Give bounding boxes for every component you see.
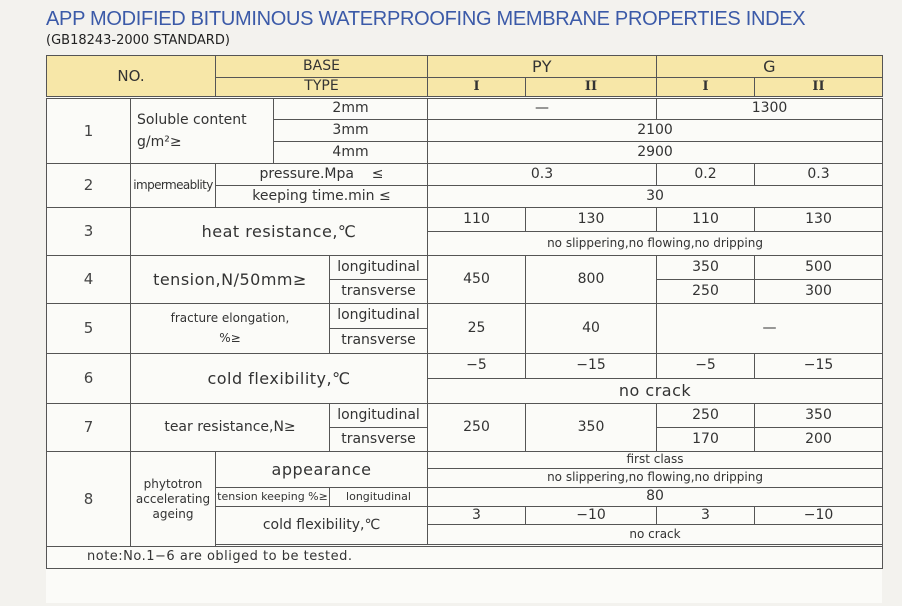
row-7-label: tear resistance,N≥ <box>131 404 330 452</box>
row-3-label: heat resistance,℃ <box>131 208 428 256</box>
header-type: TYPE <box>216 78 428 98</box>
row-8-cold-note: no crack <box>428 525 883 545</box>
row-3-no: 3 <box>47 208 131 256</box>
row-7-long-g2: 350 <box>755 404 883 428</box>
row-3-g1: 110 <box>657 208 755 232</box>
row-4-trans-g1: 250 <box>657 280 755 304</box>
row-8-tension-sub: longitudinal <box>330 488 428 507</box>
page-subtitle: (GB18243-2000 STANDARD) <box>46 33 230 48</box>
row-1-no: 1 <box>47 98 131 164</box>
row-7-no: 7 <box>47 404 131 452</box>
row-4-trans-g2: 300 <box>755 280 883 304</box>
row-7-sub-transverse: transverse <box>330 428 428 452</box>
row-3-note: no slippering,no flowing,no dripping <box>428 232 883 256</box>
row-5-sub-transverse: transverse <box>330 329 428 354</box>
row-6-g1: −5 <box>657 354 755 379</box>
row-8-tension-value: 80 <box>428 488 883 507</box>
header-g: G <box>657 56 883 78</box>
properties-table <box>46 55 883 569</box>
footnote: note:No.1−6 are obliged to be tested. <box>47 547 883 569</box>
row-1-3mm-value: 2100 <box>428 120 883 142</box>
row-5-py2: 40 <box>526 304 657 354</box>
row-3-g2: 130 <box>755 208 883 232</box>
row-8-no: 8 <box>47 452 131 547</box>
row-8-appearance-label: appearance <box>216 452 428 488</box>
row-4-label: tension,N/50mm≥ <box>131 256 330 304</box>
row-5-no: 5 <box>47 304 131 354</box>
row-8-appearance-2: no slippering,no flowing,no dripping <box>428 469 883 488</box>
row-5-sub-longitudinal: longitudinal <box>330 304 428 329</box>
row-2-pressure-py: 0.3 <box>428 164 657 186</box>
row-2-pressure-g1: 0.2 <box>657 164 755 186</box>
row-8-cold-py2: −10 <box>526 507 657 525</box>
row-1-2mm-g: 1300 <box>657 98 883 120</box>
row-7-sub-longitudinal: longitudinal <box>330 404 428 428</box>
row-4-long-g2: 500 <box>755 256 883 280</box>
row-1-label: Soluble content g/m²≥ <box>131 98 274 164</box>
row-8-cold-g2: −10 <box>755 507 883 525</box>
row-6-g2: −15 <box>755 354 883 379</box>
row-2-no: 2 <box>47 164 131 208</box>
row-2-sub-time: keeping time.min ≤ <box>216 186 428 208</box>
header-py: PY <box>428 56 657 78</box>
row-6-label: cold flexibility,℃ <box>131 354 428 404</box>
row-1-sub-4mm: 4mm <box>274 142 428 164</box>
row-6-note: no crack <box>428 379 883 404</box>
row-1-4mm-value: 2900 <box>428 142 883 164</box>
row-2-pressure-g2: 0.3 <box>755 164 883 186</box>
row-7-py1: 250 <box>428 404 526 452</box>
row-4-py1: 450 <box>428 256 526 304</box>
row-4-py2: 800 <box>526 256 657 304</box>
row-8-cold-label: cold flexibility,℃ <box>216 507 428 545</box>
row-1-sub-3mm: 3mm <box>274 120 428 142</box>
row-4-sub-longitudinal: longitudinal <box>330 256 428 280</box>
row-2-sub-pressure: pressure.Mpa ≤ <box>216 164 428 186</box>
row-6-py1: −5 <box>428 354 526 379</box>
row-7-py2: 350 <box>526 404 657 452</box>
row-4-no: 4 <box>47 256 131 304</box>
row-8-tension-label: tension keeping %≥ <box>216 488 330 507</box>
row-4-long-g1: 350 <box>657 256 755 280</box>
header-no: NO. <box>47 56 216 98</box>
header-g-2: II <box>755 78 883 98</box>
row-2-label: impermeablity <box>131 164 216 208</box>
row-3-py2: 130 <box>526 208 657 232</box>
row-1-sub-2mm: 2mm <box>274 98 428 120</box>
row-3-py1: 110 <box>428 208 526 232</box>
row-5-label: fracture elongation, %≥ <box>131 304 330 354</box>
row-8-label: phytotron accelerating ageing <box>131 452 216 547</box>
row-7-trans-g1: 170 <box>657 428 755 452</box>
row-5-g: — <box>657 304 883 354</box>
row-7-long-g1: 250 <box>657 404 755 428</box>
row-8-appearance-1: first class <box>428 452 883 469</box>
row-8-cold-g1: 3 <box>657 507 755 525</box>
row-2-time-value: 30 <box>428 186 883 208</box>
row-8-cold-py1: 3 <box>428 507 526 525</box>
header-base: BASE <box>216 56 428 78</box>
page-title: APP MODIFIED BITUMINOUS WATERPROOFING MEMBRANE PROPERTIES INDEX <box>46 8 806 30</box>
row-5-py1: 25 <box>428 304 526 354</box>
row-6-py2: −15 <box>526 354 657 379</box>
header-g-1: I <box>657 78 755 98</box>
row-4-sub-transverse: transverse <box>330 280 428 304</box>
row-1-2mm-py: — <box>428 98 657 120</box>
row-6-no: 6 <box>47 354 131 404</box>
row-7-trans-g2: 200 <box>755 428 883 452</box>
header-py-2: II <box>526 78 657 98</box>
header-py-1: I <box>428 78 526 98</box>
